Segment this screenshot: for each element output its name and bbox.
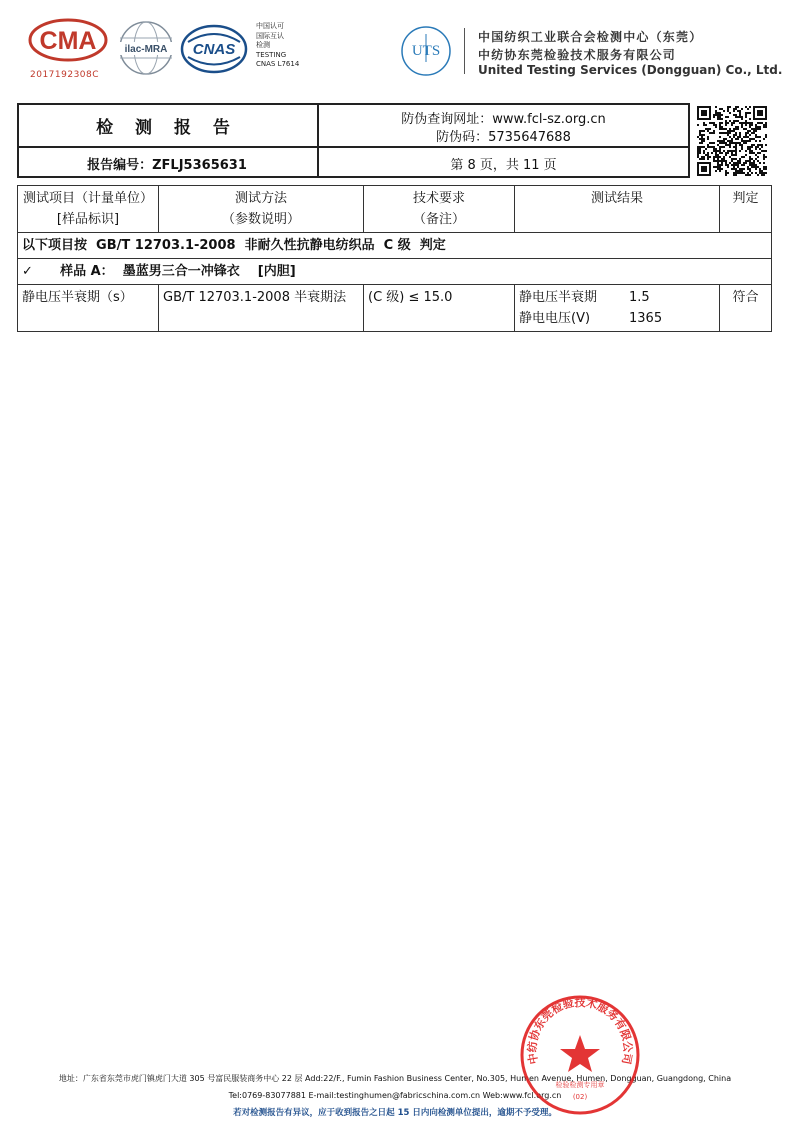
company-name-cn-2: 中纺协东莞检验技术服务有限公司 bbox=[478, 48, 677, 62]
report-number: 报告编号：ZFLJ5365631 bbox=[87, 157, 247, 173]
footer-contact: Tel:0769-83077881 E-mail:testinghumen@fabricschina.com.cn Web:www.fcl.org.cn bbox=[228, 1091, 562, 1100]
verification-website: 防伪查询网址：www.fcl-sz.org.cn bbox=[401, 112, 606, 127]
company-name-cn-1: 中国纺织工业联合会检测中心（东莞） bbox=[478, 30, 703, 44]
header-divider bbox=[464, 28, 465, 74]
svg-text:CNAS: CNAS bbox=[192, 41, 236, 58]
cnas-logo bbox=[180, 24, 248, 74]
test-results-table bbox=[17, 185, 772, 332]
svg-text:ilac-MRA: ilac-MRA bbox=[124, 44, 168, 55]
test-item-cell: 静电压半衰期（s） bbox=[18, 285, 159, 332]
test-method-cell: GB/T 12703.1-2008 半衰期法 bbox=[159, 285, 364, 332]
check-icon: ✓ bbox=[22, 264, 33, 279]
verdict-cell: 符合 bbox=[720, 285, 772, 332]
requirement-cell: (C 级) ≤ 15.0 bbox=[364, 285, 515, 332]
header-test-item: 测试项目（计量单位） [样品标识] bbox=[18, 186, 159, 233]
cma-code: 2017192308C bbox=[30, 70, 100, 80]
standard-text: 以下项目按 GB/T 12703.1-2008 非耐久性抗静电纺织品 C 级 判定 bbox=[18, 233, 772, 259]
svg-text:检验检测专用章: 检验检测专用章 bbox=[555, 1081, 605, 1089]
result-value: 1.5 bbox=[629, 290, 650, 305]
header-verdict: 判定 bbox=[720, 186, 772, 233]
uts-logo bbox=[398, 24, 454, 78]
header-requirement: 技术要求 （备注） bbox=[364, 186, 515, 233]
cnas-accreditation-text: 中国认可 国际互认 检测 TESTING CNAS L7614 bbox=[256, 22, 300, 68]
svg-text:CMA: CMA bbox=[39, 27, 97, 55]
company-seal-stamp bbox=[518, 993, 642, 1117]
page-number: 第 8 页，共 11 页 bbox=[450, 157, 557, 173]
sample-text: 样品 A： 墨蓝男三合一冲锋衣 [内胆] bbox=[60, 264, 296, 279]
result-label: 静电压半衰期 bbox=[519, 290, 598, 305]
standard-row bbox=[18, 233, 772, 259]
result-cell bbox=[515, 285, 720, 332]
result-label: 静电电压(V) bbox=[519, 311, 591, 326]
anticounterfeit-code: 防伪码：5735647688 bbox=[436, 130, 571, 145]
report-title: 检 测 报 告 bbox=[96, 118, 238, 138]
result-value: 1365 bbox=[629, 311, 663, 326]
svg-text:中纺协东莞检验技术服务有限公司: 中纺协东莞检验技术服务有限公司 bbox=[525, 995, 635, 1066]
svg-text:UTS: UTS bbox=[411, 43, 441, 59]
sample-row bbox=[18, 259, 772, 285]
footer-notice: 若对检测报告有异议，应于收到报告之日起 15 日内向检测单位提出，逾期不予受理。 bbox=[233, 1108, 557, 1118]
ilac-mra-logo bbox=[115, 20, 177, 76]
header-result: 测试结果 bbox=[515, 186, 720, 233]
table-header-row bbox=[18, 186, 772, 233]
qr-code-icon bbox=[697, 106, 767, 176]
cma-logo bbox=[28, 18, 108, 78]
company-name-en: United Testing Services (Dongguan) Co., Ltd. bbox=[478, 63, 783, 77]
svg-text:(02): (02) bbox=[572, 1093, 588, 1101]
header-test-method: 测试方法 （参数说明） bbox=[159, 186, 364, 233]
footer-address: 地址：广东省东莞市虎门镇虎门大道 305 号富民服装商务中心 22 层 Add:22/F., Fumin Fashion Business Center, No.305, Humen Avenue, Humen, Dongguan, Guangdong, China bbox=[58, 1074, 732, 1083]
table-row bbox=[18, 285, 772, 332]
